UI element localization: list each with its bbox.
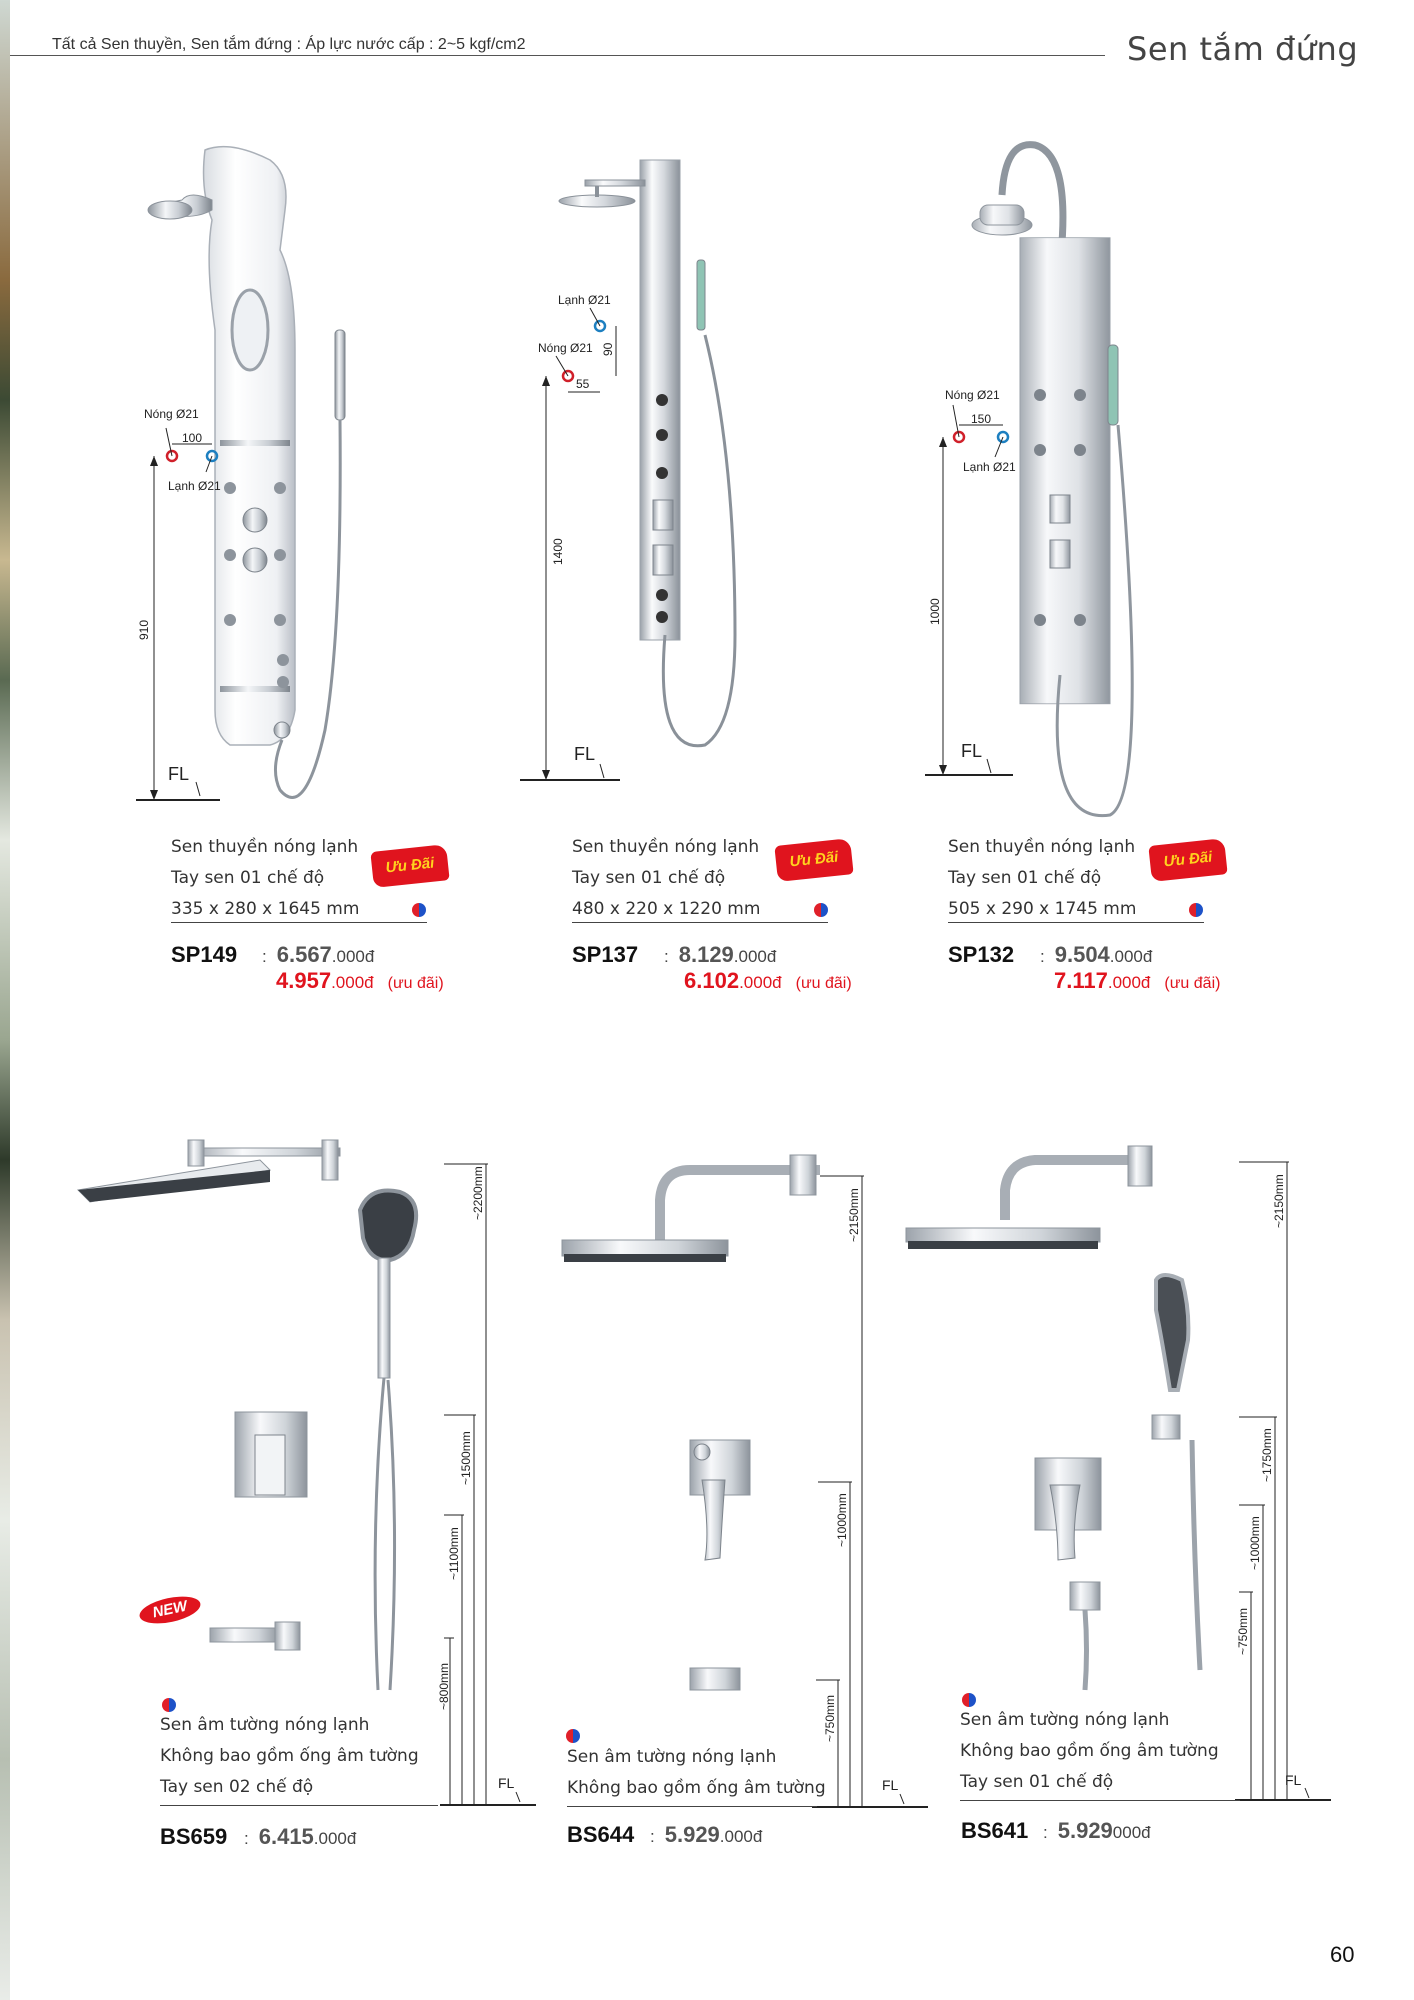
description-line: Sen thuyền nóng lạnh [948,837,1136,857]
svg-text:55: 55 [576,377,590,391]
dimension-drawing-sp149 [130,400,280,810]
pressure-note: Tất cả Sen thuyền, Sen tắm đứng : Áp lực nước cấp : 2~5 kgf/cm2 [52,36,526,53]
description-line: Không bao gồm ống âm tường [567,1778,826,1798]
description-line: Tay sen 01 chế độ [572,868,726,888]
page-number: 60 [1330,1942,1355,1967]
product-image-bs659 [70,1130,450,1700]
description-line: Sen âm tường nóng lạnh [160,1715,370,1735]
list-price: : 6.567.000đ [262,942,375,967]
promo-price: 7.117.000đ (ưu đãi) [1054,968,1221,993]
description-line: Sen âm tường nóng lạnh [567,1747,777,1767]
description-rule [171,922,427,923]
dimension-drawing-bs659 [437,1160,540,1810]
description-line: Tay sen 01 chế độ [948,868,1102,888]
hot-cold-icon [1189,903,1203,917]
size-line: 335 x 280 x 1645 mm [171,899,360,919]
list-price: : 5.929.000đ [650,1822,763,1847]
product-image-bs641 [900,1140,1220,1710]
description-line: Không bao gồm ống âm tường [160,1746,419,1766]
description-rule [948,922,1204,923]
product-code: SP149 [171,942,238,967]
dimension-drawing-bs641 [1235,1160,1335,1806]
size-line: 505 x 290 x 1745 mm [948,899,1137,919]
promo-badge: Ưu Đãi [777,840,852,879]
edge-photo-strip [0,0,10,2000]
promo-badge: Ưu Đãi [1151,840,1226,879]
product-description [171,832,359,925]
description-rule [572,922,828,923]
description-line: Sen âm tường nóng lạnh [960,1710,1170,1730]
product-image-bs644 [560,1150,830,1720]
svg-text:910: 910 [137,619,151,640]
svg-text:~800mm: ~800mm [437,1662,451,1710]
svg-text:FL: FL [168,764,190,784]
product-code: BS644 [567,1822,635,1847]
svg-text:~1100mm: ~1100mm [447,1527,461,1580]
product-code: SP132 [948,942,1015,967]
svg-text:100: 100 [182,431,203,445]
svg-text:Nóng Ø21: Nóng Ø21 [538,341,593,355]
hot-cold-icon [412,903,426,917]
product-description [567,1742,826,1804]
list-price: : 8.129.000đ [664,942,777,967]
description-line: Tay sen 01 chế độ [171,868,325,888]
product-description [960,1705,1219,1798]
svg-text:~750mm: ~750mm [1236,1607,1250,1655]
product-description [160,1710,419,1803]
dimension-drawing-sp132 [925,385,1045,785]
list-price: : 9.504.000đ [1040,942,1153,967]
svg-text:Lạnh Ø21: Lạnh Ø21 [168,479,221,493]
description-rule [160,1805,438,1806]
svg-text:90: 90 [601,342,615,356]
hot-cold-icon [814,903,828,917]
product-code: BS641 [961,1818,1029,1843]
svg-text:FL: FL [961,741,983,761]
promo-price: 4.957.000đ (ưu đãi) [276,968,444,993]
hot-cold-icon [566,1729,580,1743]
size-line: 480 x 220 x 1220 mm [572,899,761,919]
svg-text:1000: 1000 [928,598,942,625]
svg-text:1400: 1400 [551,538,565,565]
svg-text:FL: FL [498,1775,515,1791]
product-description [572,832,760,925]
new-badge: NEW [137,1592,203,1628]
description-line: Tay sen 01 chế độ [960,1772,1114,1792]
svg-text:Lạnh Ø21: Lạnh Ø21 [963,460,1016,474]
svg-text:~2200mm: ~2200mm [471,1166,485,1220]
svg-text:~750mm: ~750mm [823,1694,837,1742]
svg-text:FL: FL [574,744,596,764]
description-rule [567,1806,817,1807]
header-rule [10,55,1105,56]
product-code: SP137 [572,942,639,967]
list-price: : 5.929000đ [1043,1818,1151,1843]
svg-text:~2150mm: ~2150mm [847,1188,861,1242]
description-rule [960,1800,1240,1801]
svg-text:~1500mm: ~1500mm [459,1431,473,1485]
description-line: Sen thuyền nóng lạnh [572,837,760,857]
description-line: Không bao gồm ống âm tường [960,1741,1219,1761]
product-description [948,832,1136,925]
svg-text:FL: FL [882,1777,899,1793]
svg-text:FL: FL [1285,1772,1302,1788]
svg-text:~1000mm: ~1000mm [835,1493,849,1547]
svg-text:Lạnh Ø21: Lạnh Ø21 [558,293,611,307]
svg-text:Nóng Ø21: Nóng Ø21 [945,388,1000,402]
svg-text:Nóng Ø21: Nóng Ø21 [144,407,199,421]
promo-badge: Ưu Đãi [373,846,448,885]
svg-text:~2150mm: ~2150mm [1272,1174,1286,1228]
svg-text:150: 150 [971,412,992,426]
svg-text:~1750mm: ~1750mm [1260,1428,1274,1482]
product-code: BS659 [160,1824,228,1849]
promo-price: 6.102.000đ (ưu đãi) [684,968,852,993]
description-line: Tay sen 02 chế độ [160,1777,314,1797]
svg-text:~1000mm: ~1000mm [1248,1516,1262,1570]
dimension-drawing-sp137 [520,290,640,790]
description-line: Sen thuyền nóng lạnh [171,837,359,857]
list-price: : 6.415.000đ [244,1824,357,1849]
section-title: Sen tắm đứng [1127,30,1359,68]
